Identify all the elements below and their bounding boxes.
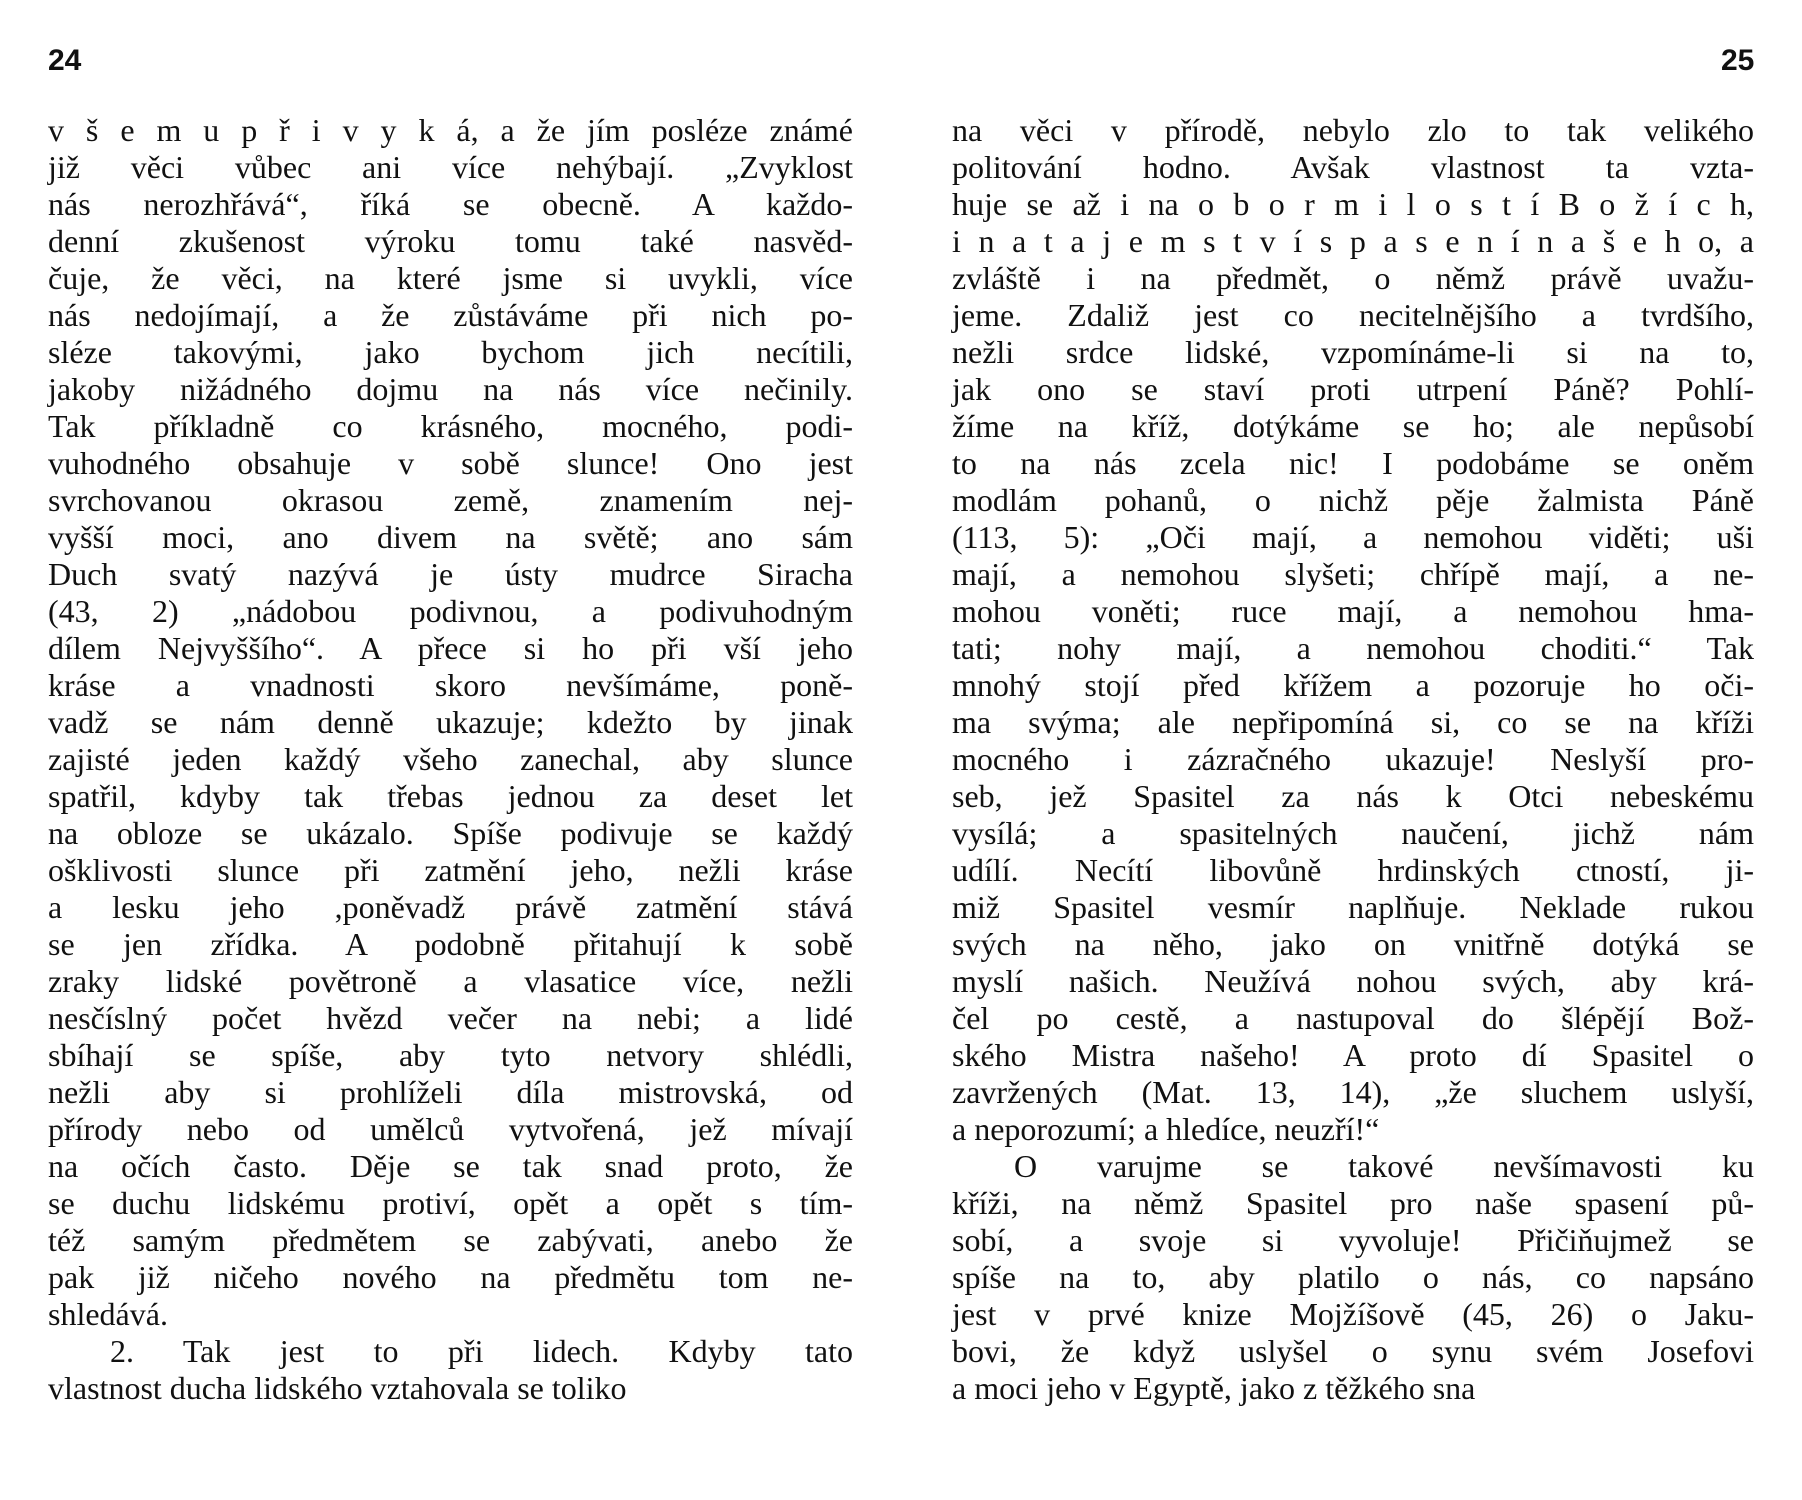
text-line: zajisté jeden každý všeho zanechal, aby slunce (48, 741, 853, 777)
text-line: mnohý stojí před křížem a pozoruje ho oči- (952, 667, 1754, 703)
text-line: spíše na to, aby platilo o nás, co napsáno (952, 1259, 1754, 1295)
text-line: tati; nohy mají, a nemohou choditi.“ Tak (952, 630, 1754, 666)
text-line: nežli srdce lidské, vzpomínáme-li si na to, (952, 334, 1754, 370)
text-line: politování hodno. Avšak vlastnost ta vzta- (952, 149, 1754, 185)
text-line: se duchu lidskému protiví, opět a opět s tím- (48, 1185, 853, 1221)
text-line: zraky lidské povětroně a vlasatice více, nežli (48, 963, 853, 999)
text-line: sbíhají se spíše, aby tyto netvory shlédli, (48, 1037, 853, 1073)
text-line: se jen zřídka. A podobně přitahují k sobě (48, 926, 853, 962)
text-line: ma svýma; ale nepřipomíná si, co se na kříži (952, 704, 1754, 740)
text-line: přírody nebo od umělců vytvořená, jež mívají (48, 1111, 853, 1147)
text-line: svrchovanou okrasou země, znamením nej- (48, 482, 853, 518)
text-line: nás nerozhřává“, říká se obecně. A každo- (48, 186, 853, 222)
text-line: na obloze se ukázalo. Spíše podivuje se každý (48, 815, 853, 851)
text-line: Tak příkladně co krásného, mocného, podi- (48, 408, 853, 444)
text-line: nesčíslný počet hvězd večer na nebi; a lidé (48, 1000, 853, 1036)
text-line: mají, a nemohou slyšeti; chřípě mají, a ne- (952, 556, 1754, 592)
text-line: čuje, že věci, na které jsme si uvykli, více (48, 260, 853, 296)
text-line: a lesku jeho ,poněvadž právě zatmění stává (48, 889, 853, 925)
text-line: O varujme se takové nevšímavosti ku (1014, 1148, 1754, 1184)
text-line: mocného i zázračného ukazuje! Neslyší pro- (952, 741, 1754, 777)
text-line: i n a t a j e m s t v í s p a s e n í n a š e h o, a (952, 223, 1754, 259)
text-line: jest v prvé knize Mojžíšově (45, 26) o Jaku- (952, 1296, 1754, 1332)
text-line: sobí, a svoje si vyvoluje! Přičiňujmež se (952, 1222, 1754, 1258)
text-line: ského Mistra našeho! A proto dí Spasitel o (952, 1037, 1754, 1073)
left-page-text (48, 112, 853, 1407)
text-line: shledává. (48, 1296, 168, 1332)
text-line: (113, 5): „Oči mají, a nemohou viděti; uši (952, 519, 1754, 555)
text-line: (43, 2) „nádobou podivnou, a podivuhodným (48, 593, 853, 629)
text-line: vyšší moci, ano divem na světě; ano sám (48, 519, 853, 555)
text-line: žíme na kříž, dotýkáme se ho; ale nepůsobí (952, 408, 1754, 444)
right-page-text (952, 112, 1754, 1407)
text-line: vadž se nám denně ukazuje; kdežto by jinak (48, 704, 853, 740)
text-line: modlám pohanů, o nichž pěje žalmista Páně (952, 482, 1754, 518)
text-line: dílem Nejvyššího“. A přece si ho při vší jeho (48, 630, 853, 666)
text-line: miž Spasitel vesmír naplňuje. Neklade rukou (952, 889, 1754, 925)
text-line: Duch svatý nazývá je ústy mudrce Siracha (48, 556, 853, 592)
text-line: zavržených (Mat. 13, 14), „že sluchem uslyší, (952, 1074, 1754, 1110)
text-line: kříži, na němž Spasitel pro naše spasení pů- (952, 1185, 1754, 1221)
text-line: denní zkušenost výroku tomu také nasvěd- (48, 223, 853, 259)
text-line: též samým předmětem se zabývati, anebo že (48, 1222, 853, 1258)
text-line: 2. Tak jest to při lidech. Kdyby tato (110, 1333, 853, 1369)
text-line: jak ono se staví proti utrpení Páně? Pohlí- (952, 371, 1754, 407)
page-number-left: 24 (48, 44, 82, 77)
text-line: pak již ničeho nového na předmětu tom ne- (48, 1259, 853, 1295)
text-line: kráse a vnadnosti skoro nevšímáme, poně- (48, 667, 853, 703)
text-line: v š e m u p ř i v y k á, a že jím posléze známé (48, 112, 853, 148)
text-line: nežli aby si prohlíželi díla mistrovská, od (48, 1074, 853, 1110)
text-line: sléze takovými, jako bychom jich necítili, (48, 334, 853, 370)
text-line: to na nás zcela nic! I podobáme se oněm (952, 445, 1754, 481)
text-line: ošklivosti slunce při zatmění jeho, nežli kráse (48, 852, 853, 888)
text-line: zvláště i na předmět, o němž právě uvažu- (952, 260, 1754, 296)
text-line: udílí. Necítí libovůně hrdinských ctností, ji- (952, 852, 1754, 888)
text-line: myslí našich. Neužívá nohou svých, aby krá- (952, 963, 1754, 999)
text-line: vysílá; a spasitelných naučení, jichž nám (952, 815, 1754, 851)
text-line: huje se až i na o b o r m i l o s t í B o ž í c h, (952, 186, 1754, 222)
text-line: a neporozumí; a hledíce, neuzří!“ (952, 1111, 1380, 1147)
text-line: vlastnost ducha lidského vztahovala se toliko (48, 1370, 627, 1406)
text-line: spatřil, kdyby tak třebas jednou za deset let (48, 778, 853, 814)
text-line: a moci jeho v Egyptě, jako z těžkého sna (952, 1370, 1476, 1406)
text-line: již věci vůbec ani více nehýbají. „Zvyklost (48, 149, 853, 185)
text-line: čel po cestě, a nastupoval do šlépějí Bož- (952, 1000, 1754, 1036)
text-line: jakoby nižádného dojmu na nás více nečinily. (48, 371, 853, 407)
text-line: nás nedojímají, a že zůstáváme při nich po- (48, 297, 853, 333)
text-line: bovi, že když uslyšel o synu svém Josefovi (952, 1333, 1754, 1369)
text-line: na očích často. Děje se tak snad proto, že (48, 1148, 853, 1184)
text-line: svých na něho, jako on vnitřně dotýká se (952, 926, 1754, 962)
text-line: vuhodného obsahuje v sobě slunce! Ono jest (48, 445, 853, 481)
text-line: na věci v přírodě, nebylo zlo to tak velikého (952, 112, 1754, 148)
text-line: jeme. Zdaliž jest co necitelnějšího a tvrdšího, (952, 297, 1754, 333)
text-line: mohou voněti; ruce mají, a nemohou hma- (952, 593, 1754, 629)
text-line: seb, jež Spasitel za nás k Otci nebeskému (952, 778, 1754, 814)
page-number-right: 25 (1721, 44, 1755, 77)
